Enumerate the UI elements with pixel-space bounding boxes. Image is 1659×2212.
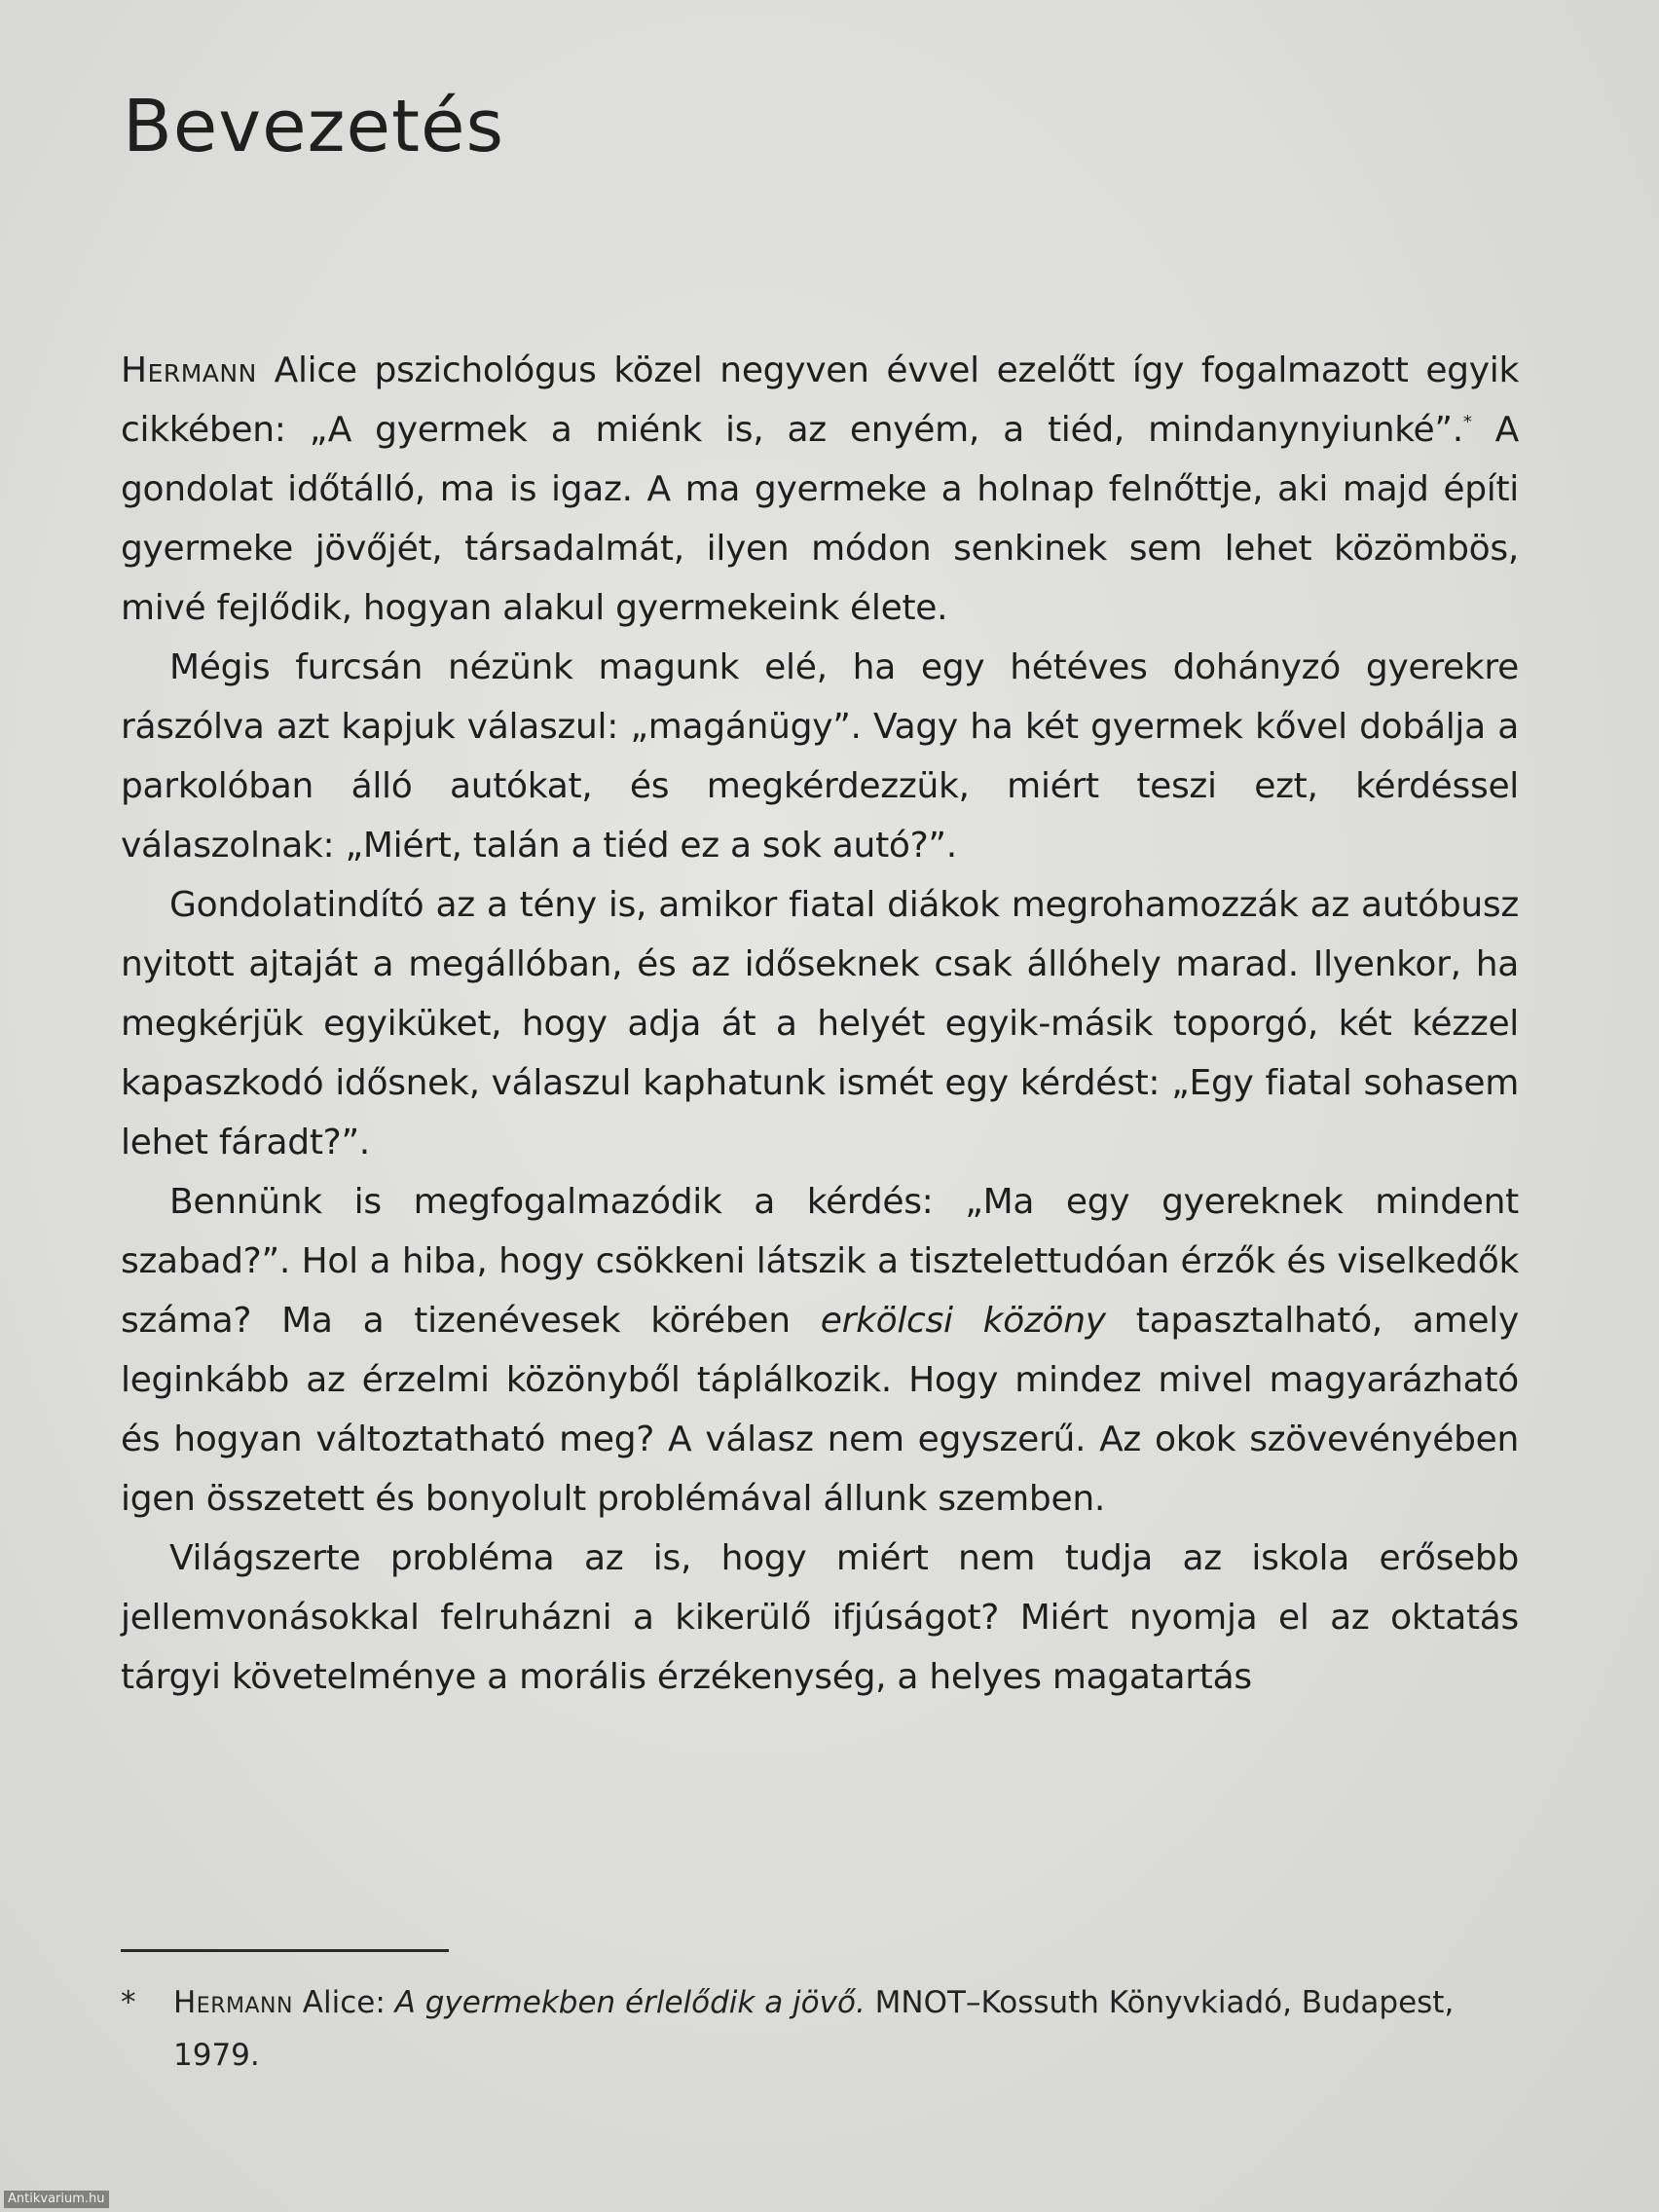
footnote-book-title: A gyermekben érlelődik a jövő. <box>394 1985 866 2020</box>
paragraph-1-text-b: A gondolat időtálló, ma is igaz. A ma gyermeke a holnap felnőttje, aki majd építi gyermeke jövőjét, társadalmát, ilyen módon senkinek sem lehet közömbös, mivé fejlődik, hogyan alakul gyermekeink élete. <box>121 410 1519 628</box>
footnote-divider <box>121 1949 449 1952</box>
footnote-author: Hermann <box>173 1985 293 2020</box>
footnote-publisher: MNOT–Kossuth Könyvkiadó, Budapest, 1979. <box>173 1985 1455 2073</box>
paragraph-5: Világszerte probléma az is, hogy miért nem tudja az iskola erősebb jellemvonásokkal felruházni a kikerülő ifjúságot? Miért nyomja el az oktatás tárgyi követelménye a morális érzékenység, a helyes magatartás <box>121 1538 1519 1697</box>
paragraph-4 <box>121 1172 1519 1529</box>
body-text <box>121 341 1519 1707</box>
paragraph-4-text-a: Bennünk is megfogalmazódik a kérdés: „Ma egy gyereknek mindent szabad?”. Hol a hiba, hogy csökkeni látszik a tisztelettudóan érzők és viselkedők száma? Ma a tizenévesek körében <box>121 1182 1519 1341</box>
emphasis-text: erkölcsi közöny <box>820 1301 1106 1341</box>
paragraph-2: Mégis furcsán nézünk magunk elé, ha egy hétéves dohányzó gyerekre rászólva azt kapjuk válaszul: „magánügy”. Vagy ha két gyermek kővel dobálja a parkolóban álló autókat, és megkérdezzük, miért teszi ezt, kérdéssel válaszolnak: „Miért, talán a tiéd ez a sok autó?”. <box>121 647 1519 866</box>
footnote-marker: * <box>121 1985 136 2020</box>
paragraph-1 <box>121 341 1519 638</box>
footnote-reference: * <box>1462 412 1472 432</box>
paragraph-3: Gondolatindító az a tény is, amikor fiatal diákok megrohamozzák az autóbusz nyitott ajtaját a megállóban, és az időseknek csak állóhely marad. Ilyenkor, ha megkérjük egyiküket, hogy adja át a helyét egyik-másik toporgó, két kézzel kapaszkodó idősnek, válaszul kaphatunk ismét egy kérdést: „Egy fiatal sohasem lehet fáradt?”. <box>121 885 1519 1162</box>
paragraph-4-text-b: tapasztalható, amely leginkább az érzelmi közönyből táplálkozik. Hogy mindez mivel magyarázható és hogyan változtatható meg? A válasz nem egyszerű. Az okok szövevényében igen összetett és bonyolult problémával állunk szemben. <box>121 1301 1519 1519</box>
author-name: Hermann <box>121 350 257 390</box>
watermark: Antikvarium.hu <box>4 2191 109 2208</box>
footnote-author-rest: Alice: <box>292 1985 395 2020</box>
paragraph-1-text-a: Alice pszichológus közel negyven évvel ezelőtt így fogalmazott egyik cikkében: „A gyermek a miénk is, az enyém, a tiéd, mindanynyiunké”. <box>121 350 1519 450</box>
footnote-body <box>173 1976 1503 2082</box>
page-title: Bevezetés <box>123 85 505 168</box>
footnote <box>121 1976 1503 2082</box>
